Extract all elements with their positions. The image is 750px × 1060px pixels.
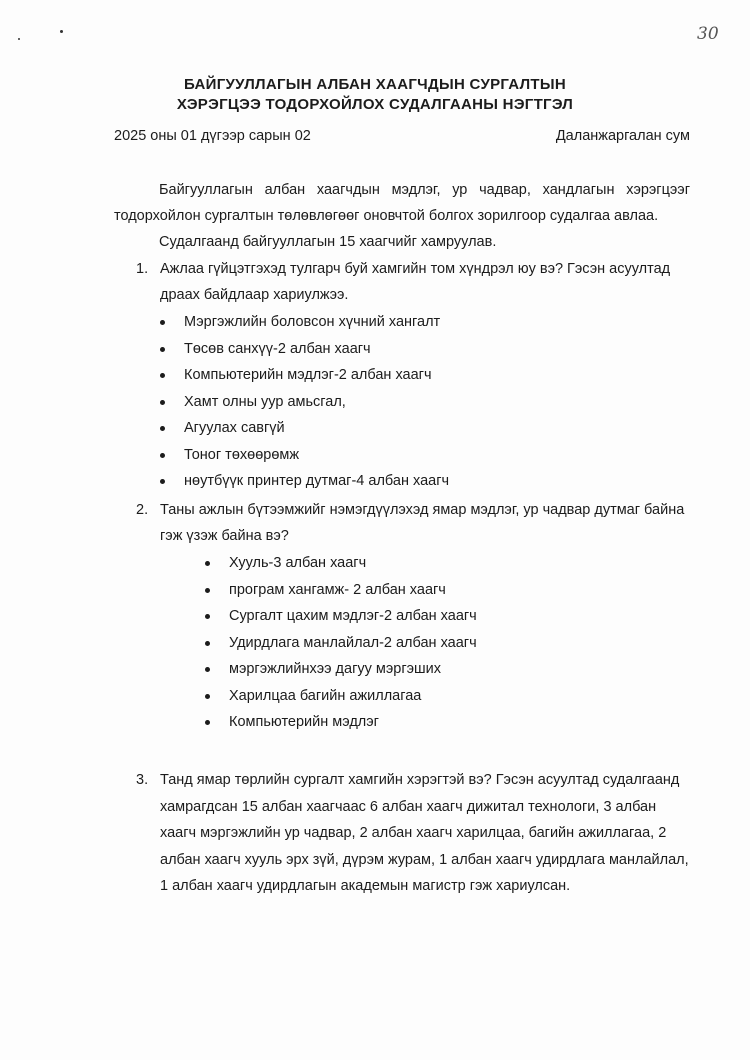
question-3 xyxy=(136,767,690,900)
answer-item: Мэргэжлийн боловсон хүчний хангалт xyxy=(160,309,449,336)
answer-item: Компьютерийн мэдлэг xyxy=(205,709,477,736)
bullet-icon xyxy=(205,667,210,672)
bullet-icon xyxy=(205,694,210,699)
document-place: Даланжаргалан сум xyxy=(555,128,690,144)
answer-item: нөутбүүк принтер дутмаг-4 албан хаагч xyxy=(160,468,449,495)
intro-paragraph xyxy=(114,177,690,255)
answer-item: Компьютерийн мэдлэг-2 албан хаагч xyxy=(160,362,449,389)
answer-item: Сургалт цахим мэдлэг-2 албан хаагч xyxy=(205,603,477,630)
handwritten-page-number: 30 xyxy=(697,24,719,44)
bullet-icon xyxy=(205,588,210,593)
question-text-line: Таны ажлын бүтээмжийг нэмэгдүүлэхэд ямар мэдлэг, ур чадвар дутмаг байна xyxy=(160,502,685,518)
bullet-icon xyxy=(160,320,165,325)
bullet-icon xyxy=(205,720,210,725)
question-1 xyxy=(136,256,690,308)
answer-item: мэргэжлийнхээ дагуу мэргэших xyxy=(205,656,477,683)
question-2 xyxy=(136,497,690,549)
bullet-icon xyxy=(160,479,165,484)
title-line-2: ХЭРЭГЦЭЭ ТОДОРХОЙЛОХ СУДАЛГААНЫ НЭГТГЭЛ xyxy=(176,96,574,113)
answer-item: Агуулах савгүй xyxy=(160,415,449,442)
question-text-line: гэж үзэж байна вэ? xyxy=(160,528,289,544)
answer-item: Удирдлага манлайлал-2 албан хаагч xyxy=(205,630,477,657)
intro-line-1: Байгууллагын албан хаагчдын мэдлэг, ур чадвар, хандлагын хэрэгцээг xyxy=(159,182,690,198)
question-text-line: драах байдлаар хариулжээ. xyxy=(160,287,349,303)
question-number: 2. xyxy=(136,502,149,518)
question-2-answers xyxy=(205,550,477,736)
title-line-1: БАЙГУУЛЛАГЫН АЛБАН ХААГЧДЫН СУРГАЛТЫН xyxy=(183,76,566,93)
question-text-line: 1 албан хаагч удирдлагын академын магистр гэж хариулсан. xyxy=(160,878,571,894)
answer-item: Тоног төхөөрөмж xyxy=(160,442,449,469)
question-text-line: хамрагдсан 15 албан хаагчаас 6 албан хаагч дижитал технологи, 3 албан xyxy=(160,798,657,815)
intro-line-3: Судалгаанд байгууллагын 15 хаагчийг хамруулав. xyxy=(159,234,497,250)
bullet-icon xyxy=(160,453,165,458)
scan-speck xyxy=(18,38,20,40)
answer-item: Төсөв санхүү-2 албан хаагч xyxy=(160,336,449,363)
bullet-icon xyxy=(160,426,165,431)
question-1-answers xyxy=(160,309,449,495)
date-place-row xyxy=(114,128,690,144)
bullet-icon xyxy=(205,641,210,646)
bullet-icon xyxy=(160,400,165,405)
question-text-line: Ажлаа гүйцэтгэхэд тулгарч буй хамгийн том хүндрэл юу вэ? Гэсэн асуултад xyxy=(160,261,671,277)
answer-item: Харилцаа багийн ажиллагаа xyxy=(205,683,477,710)
document-date: 2025 оны 01 дүгээр сарын 02 xyxy=(114,128,311,144)
question-text-line: Танд ямар төрлийн сургалт хамгийн хэрэгтэй вэ? Гэсэн асуултад судалгаанд xyxy=(160,772,680,788)
intro-line-2: тодорхойлон сургалтын төлөвлөгөөг оновчтой болгох зорилгоор судалгаа авлаа. xyxy=(114,208,659,224)
scan-speck xyxy=(60,30,63,33)
answer-item: Хууль-3 албан хаагч xyxy=(205,550,477,577)
bullet-icon xyxy=(160,347,165,352)
answer-item: програм хангамж- 2 албан хаагч xyxy=(205,577,477,604)
question-text-line: албан хаагч хууль эрх зүй, дүрэм журам, 1 албан хаагч удирдлага манлайлал, xyxy=(160,851,689,868)
bullet-icon xyxy=(205,614,210,619)
question-number: 3. xyxy=(136,772,149,788)
question-number: 1. xyxy=(136,261,149,277)
bullet-icon xyxy=(205,561,210,566)
question-text-line: хаагч мэргэжлийн ур чадвар, 2 албан хаагч харилцаа, багийн ажиллагаа, 2 xyxy=(160,825,667,841)
bullet-icon xyxy=(160,373,165,378)
answer-item: Хамт олны уур амьсгал, xyxy=(160,389,449,416)
document-title xyxy=(0,75,750,115)
